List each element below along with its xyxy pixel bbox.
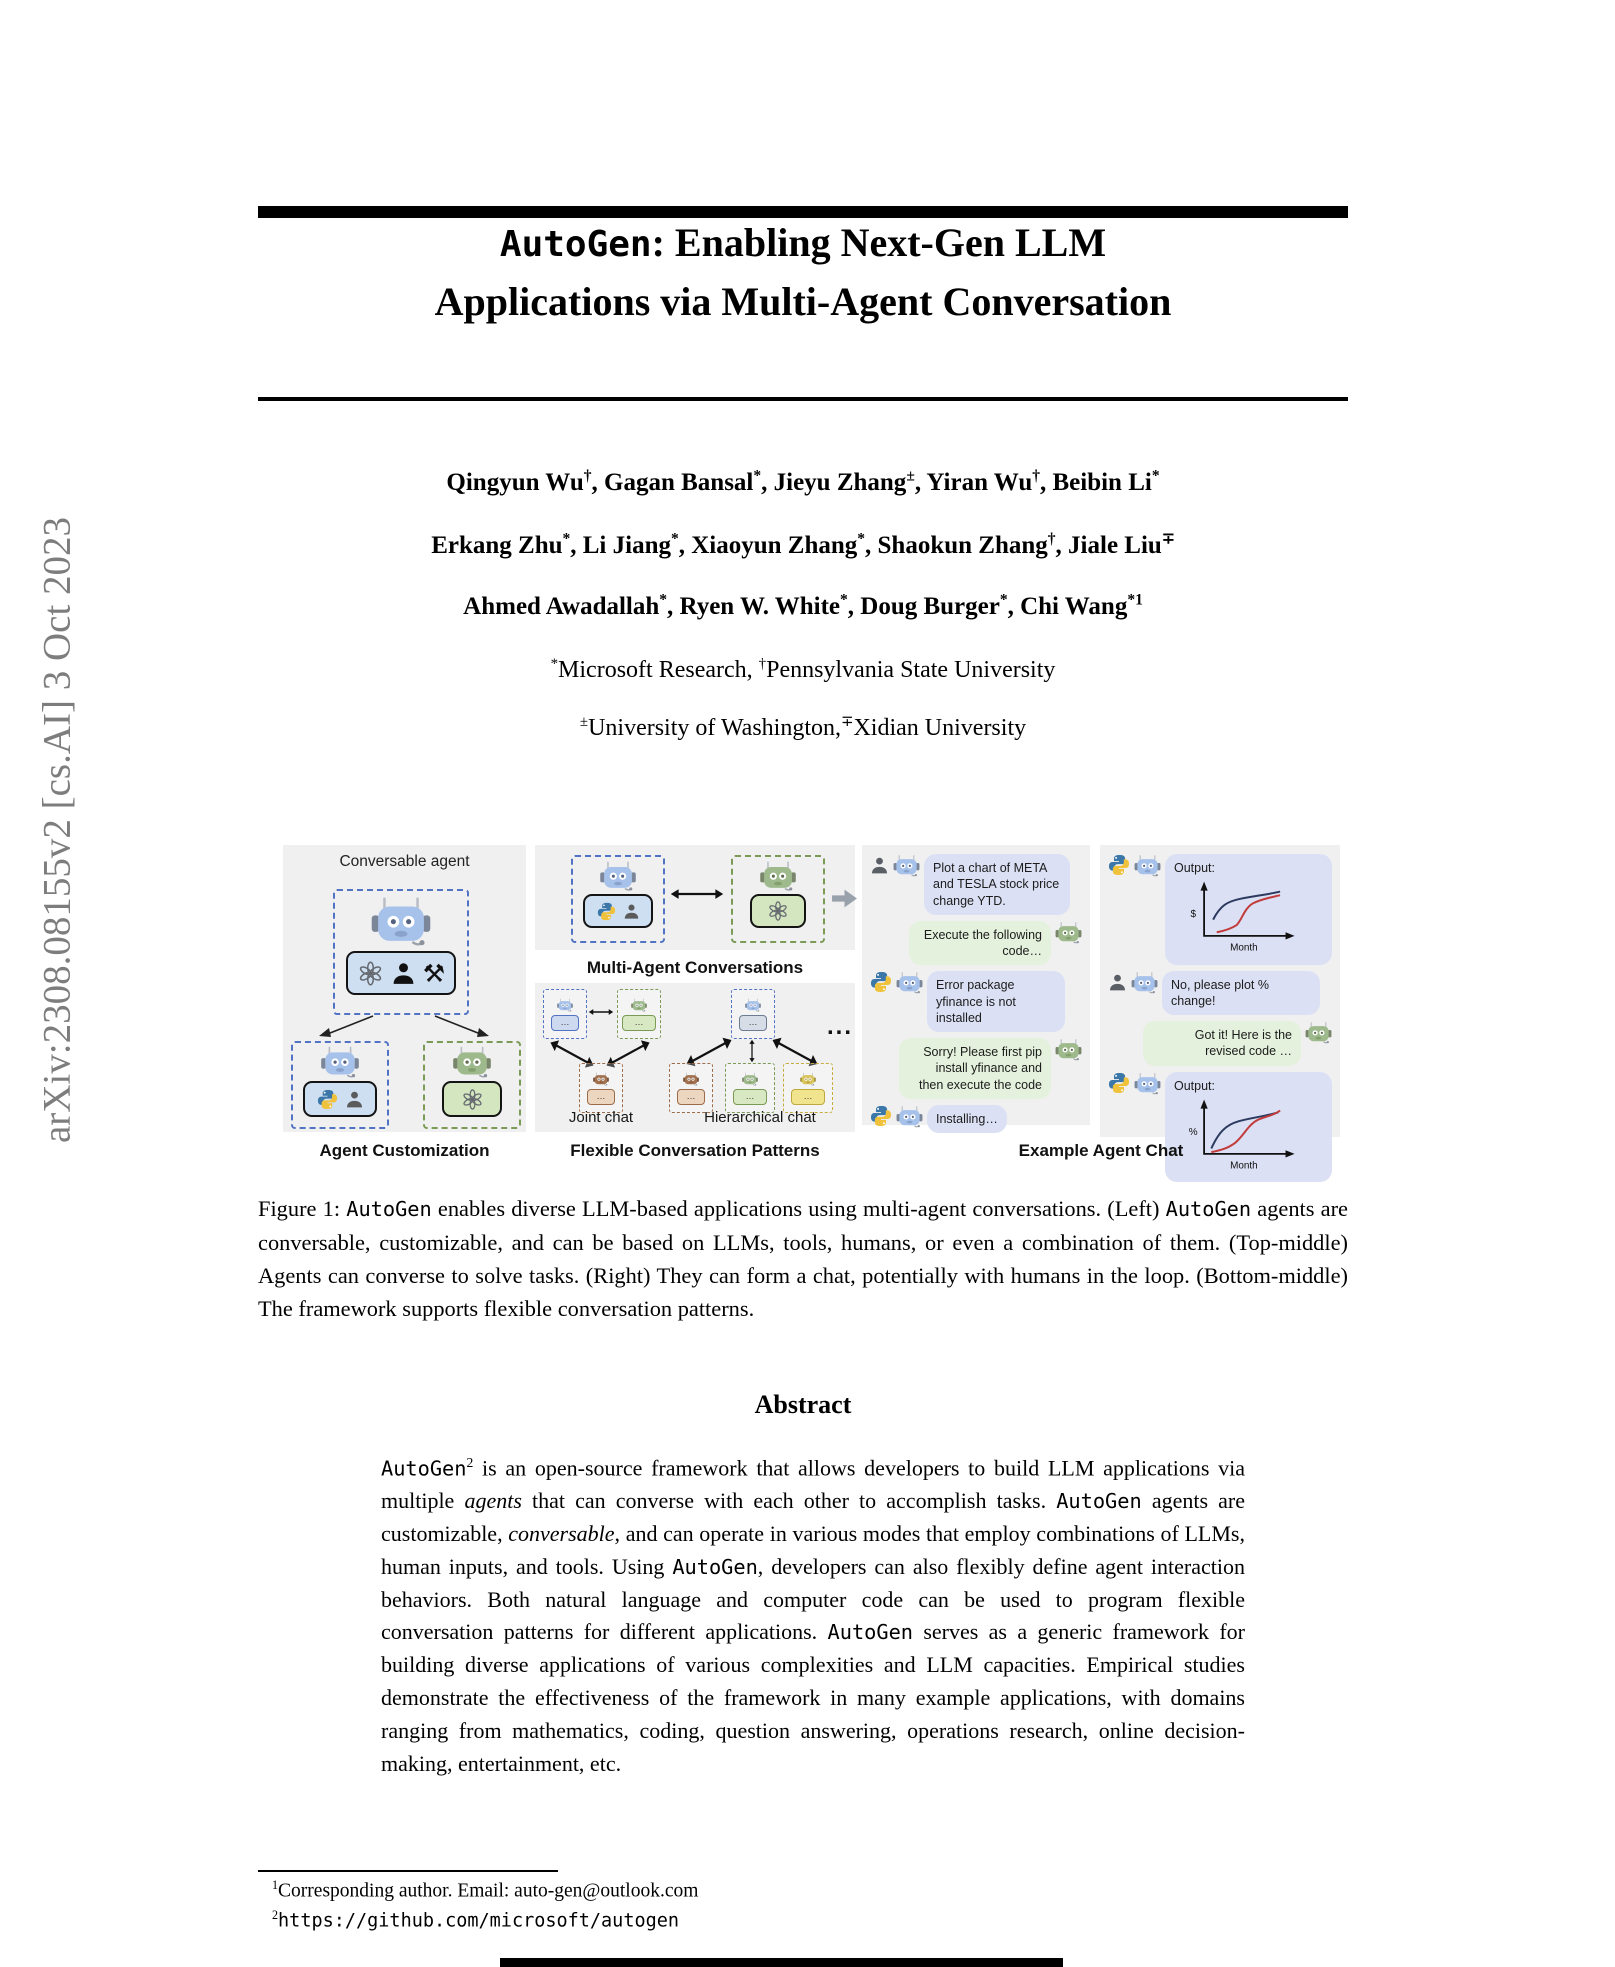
openai-chip	[442, 1081, 502, 1117]
svg-text:Month: Month	[1230, 1160, 1258, 1172]
python-icon	[1108, 1072, 1130, 1094]
mini-chat-chip: …	[622, 1015, 656, 1031]
arxiv-watermark: arXiv:2308.08155v2 [cs.AI] 3 Oct 2023	[35, 516, 79, 1144]
chat-output-bubble	[1165, 854, 1332, 965]
author-line-1	[258, 468, 1348, 497]
chat-message	[1108, 1021, 1332, 1066]
tools-icon: ⚒	[422, 958, 446, 988]
python-icon	[597, 902, 616, 921]
author: Xiaoyun Zhang*,	[691, 531, 878, 560]
python-human-chip	[583, 894, 653, 928]
example-chat-panel-1	[862, 845, 1090, 1125]
author: Qingyun Wu†,	[446, 468, 605, 497]
python-icon	[317, 1089, 338, 1110]
conversable-agent-header: Conversable agent	[339, 853, 470, 870]
panel-agent-customization	[283, 845, 526, 1132]
mini-chat-chip: …	[551, 1015, 579, 1031]
chat-bubble: Plot a chart of META and TESLA stock price change YTD.	[924, 854, 1070, 915]
author: Ahmed Awadallah*,	[463, 592, 680, 621]
robot-green-icon	[741, 1072, 759, 1087]
mini-agent-blue	[543, 989, 587, 1039]
mini-agent-brown	[579, 1063, 623, 1113]
human-icon	[345, 1090, 364, 1109]
openai-icon	[767, 900, 789, 922]
affiliation-line-2: ±University of Washington,∓Xidian University	[579, 714, 1027, 741]
chat-bubble: Installing…	[927, 1105, 1007, 1133]
chat-message	[1108, 1072, 1332, 1183]
chat-bubble: No, please plot % change!	[1162, 971, 1320, 1016]
mini-chat-chip: …	[677, 1089, 705, 1105]
stock-chart	[1174, 878, 1312, 954]
figure-1	[283, 845, 1343, 1175]
mini-agent-green	[617, 989, 661, 1039]
arrow-down-right-icon	[431, 1013, 495, 1041]
openai-chip	[750, 894, 806, 928]
chat-message	[870, 971, 1082, 1032]
robot-yellow-icon	[799, 1072, 817, 1087]
chat-message	[870, 1038, 1082, 1099]
next-page-rule	[500, 1958, 1063, 1967]
paper-title	[258, 214, 1348, 330]
chat-message	[870, 921, 1082, 966]
author-line-3	[258, 592, 1348, 621]
robot-green-icon	[1055, 1038, 1082, 1061]
mini-chat-chip: …	[733, 1089, 767, 1105]
svg-text:%: %	[1188, 1126, 1198, 1138]
robot-green-icon	[451, 1045, 493, 1081]
more-patterns-dots: ...	[827, 1013, 854, 1040]
author: Li Jiang*,	[582, 531, 692, 560]
svg-text:$: $	[1190, 909, 1197, 921]
chat-bubble: Execute the following code…	[909, 921, 1051, 966]
multi-agent-label: Multi-Agent Conversations	[586, 958, 804, 977]
output-label: Output:	[1174, 1078, 1215, 1093]
abstract-body: AutoGen$^2$ is an open-source framework that allows developers to build LLM applications via multiple agents that can converse with each other to accomplish tasks. AutoGen agents are customizable, conversable, and can operate in various modes that employ combinations of LLMs, human inputs, and tools. Using AutoGen, developers can also flexibly define agent interaction behaviors. Both natural language and computer code can be used to program flexible conversation patterns for different applications. AutoGen serves as a generic framework for building diverse applications of various complexities and LLM capacities. Empirical studies demonstrate the effectiveness of the framework in many example applications, with domains ranging from mathematics, coding, question answering, operations research, online decision-making, entertainment, etc.	[381, 1455, 1245, 1776]
robot-brown-icon	[682, 1072, 700, 1087]
title-line-1: AutoGen: Enabling Next-Gen LLM	[499, 220, 1107, 265]
author: Jiale Liu∓	[1068, 531, 1175, 560]
agent-green-box	[731, 855, 825, 943]
conversable-agent-box	[333, 889, 469, 1015]
robot-green-icon	[758, 860, 798, 894]
figure-1-caption: Figure 1: AutoGen enables diverse LLM-based applications using multi-agent conversations. (Left) AutoGen agents are conversable, customizable, and can be based on LLMs, tools, humans, or even a combination of them. (Top-middle) Agents can converse to solve tasks. (Right) They can form a chat, potentially with humans in the loop. (Bottom-middle) The framework supports flexible conversation patterns.	[258, 1196, 1348, 1321]
footnote-1: $^1$Corresponding author. Email: auto-gen@outlook.com	[272, 1878, 699, 1902]
example-agent-chat-label: Example Agent Chat	[1018, 1141, 1184, 1160]
robot-blue-icon	[744, 998, 762, 1013]
title-rule-bottom	[258, 397, 1348, 401]
author: Chi Wang$^{*1}$	[1020, 592, 1143, 621]
author: Jieyu Zhang±,	[773, 468, 927, 497]
affiliation-line-1: *Microsoft Research, †Pennsylvania State University	[550, 656, 1056, 683]
joint-chat-label: Joint chat	[568, 1109, 634, 1126]
custom-agent-green-box	[423, 1041, 521, 1129]
flow-arrow-icon	[831, 887, 858, 910]
author: Erkang Zhu*,	[431, 531, 583, 560]
chat-message	[1108, 854, 1332, 965]
footnote-2: $^2$https://github.com/microsoft/autogen	[272, 1908, 680, 1932]
panel-conversation-patterns	[535, 983, 855, 1132]
openai-icon	[461, 1088, 484, 1111]
title-line-2: Applications via Multi-Agent Conversation	[434, 279, 1172, 324]
panel-multi-agent	[535, 845, 855, 950]
robot-blue-icon	[1131, 971, 1158, 994]
mini-chat-chip: …	[791, 1089, 825, 1105]
robot-blue-icon	[598, 860, 638, 894]
robot-blue-icon	[556, 998, 574, 1013]
agent-backends-chip	[346, 951, 456, 995]
chat-message	[1108, 971, 1332, 1016]
python-icon	[870, 971, 892, 993]
mini-agent-green	[725, 1063, 775, 1113]
robot-blue-icon	[893, 854, 920, 877]
footnote-rule	[258, 1870, 558, 1872]
svg-text:Month: Month	[1230, 942, 1258, 954]
chat-output-bubble	[1165, 1072, 1332, 1183]
title-autogen: AutoGen	[499, 224, 652, 265]
robot-blue-icon	[370, 895, 432, 951]
mini-agent-yellow	[783, 1063, 833, 1113]
chat-message	[870, 854, 1082, 915]
human-icon	[1108, 973, 1127, 992]
arrow-down-left-icon	[313, 1013, 377, 1041]
robot-blue-icon	[1134, 1072, 1161, 1095]
robot-green-icon	[1055, 921, 1082, 944]
robot-brown-icon	[592, 1072, 610, 1087]
abstract-heading: Abstract	[754, 1390, 852, 1419]
author: Doug Burger*,	[860, 592, 1021, 621]
hierarchical-chat-label: Hierarchical chat	[704, 1109, 816, 1126]
robot-blue-icon	[896, 971, 923, 994]
custom-agent-blue-box	[291, 1041, 389, 1129]
mini-agent-brown	[669, 1063, 713, 1113]
mini-chat-chip: …	[739, 1015, 767, 1031]
python-human-chip	[303, 1081, 377, 1117]
agent-customization-label: Agent Customization	[319, 1141, 490, 1160]
python-icon	[870, 1105, 892, 1127]
human-icon	[623, 903, 640, 920]
github-link[interactable]: https://github.com/microsoft/autogen	[278, 1910, 680, 1932]
author: Beibin Li*	[1052, 468, 1160, 497]
chat-bubble: Sorry! Please first pip install yfinance and then execute the code	[899, 1038, 1051, 1099]
vertical-double-arrow-icon	[747, 1039, 757, 1063]
human-icon	[391, 961, 416, 986]
robot-blue-icon	[319, 1045, 361, 1081]
python-icon	[1108, 854, 1130, 876]
mini-chat-chip: …	[587, 1089, 615, 1105]
author: Shaokun Zhang†,	[877, 531, 1069, 560]
chat-message	[870, 1105, 1082, 1133]
author: Ryen W. White*,	[679, 592, 861, 621]
robot-green-icon	[1305, 1021, 1332, 1044]
author: Yiran Wu†,	[926, 468, 1053, 497]
robot-blue-icon	[896, 1105, 923, 1128]
agent-blue-box	[571, 855, 665, 943]
chat-bubble: Got it! Here is the revised code …	[1143, 1021, 1301, 1066]
double-arrow-icon	[588, 1007, 614, 1017]
output-label: Output:	[1174, 861, 1215, 875]
double-arrow-icon	[669, 887, 725, 901]
author: Gagan Bansal*,	[604, 468, 774, 497]
human-icon	[870, 856, 889, 875]
robot-blue-icon	[1134, 854, 1161, 877]
mini-agent-blue	[731, 989, 775, 1039]
flexible-patterns-label: Flexible Conversation Patterns	[570, 1141, 820, 1160]
chat-bubble: Error package yfinance is not installed	[927, 971, 1065, 1032]
author-line-2	[258, 530, 1348, 560]
robot-green-icon	[630, 998, 648, 1013]
openai-icon	[357, 960, 384, 987]
